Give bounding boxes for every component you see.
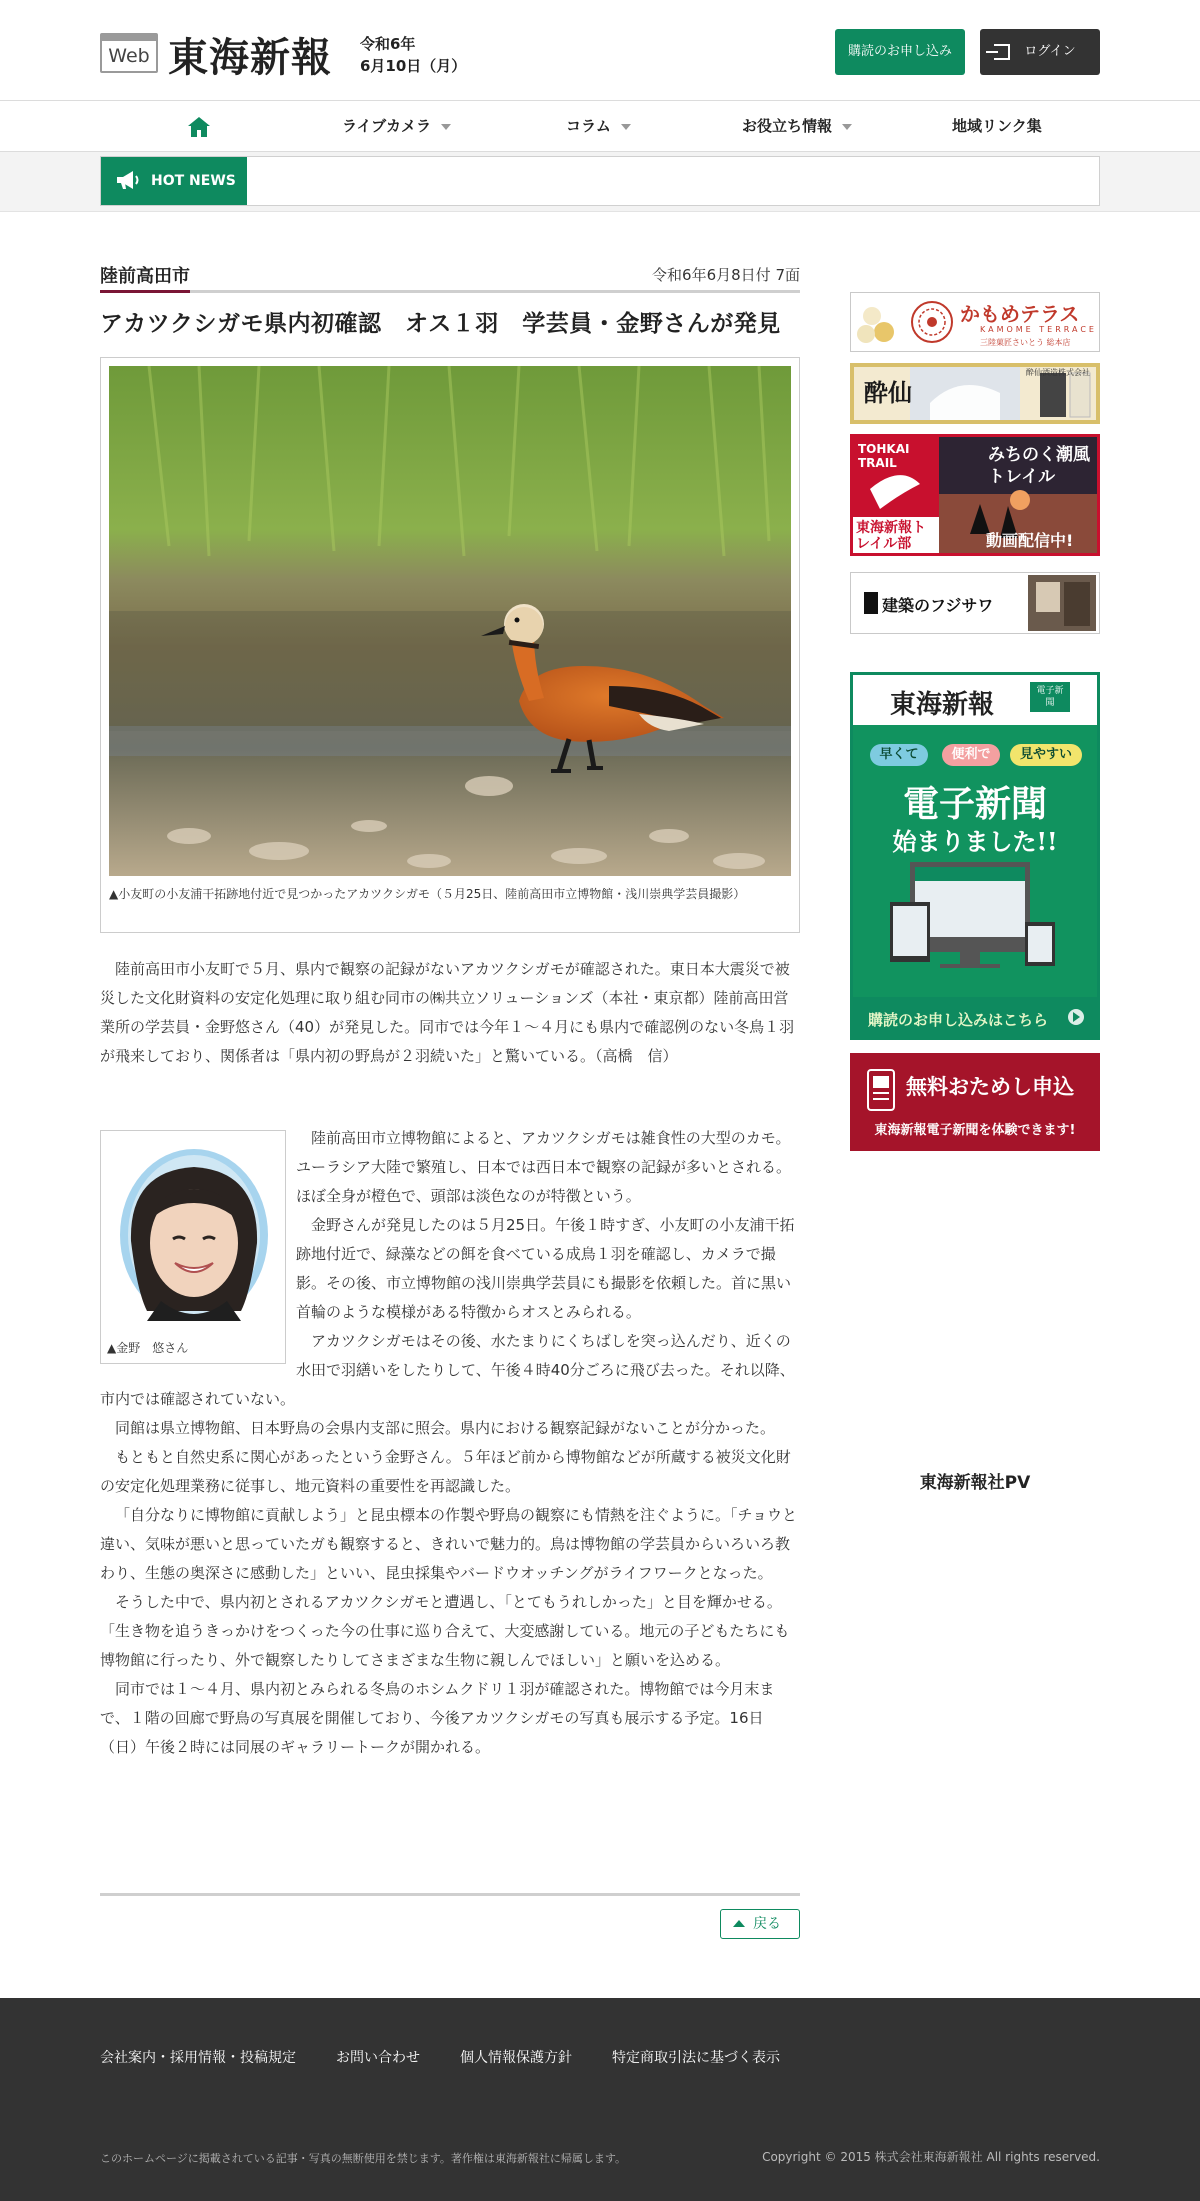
chevron-down-icon [441, 124, 451, 130]
site-logo[interactable]: 東海新報 [168, 34, 332, 81]
ad-digital-headline1: 電子新聞 [902, 783, 1047, 825]
ad-digital-logo: 東海新報 [890, 690, 995, 720]
hot-news-label [101, 157, 247, 205]
header-date-era: 令和6年 [360, 35, 416, 53]
arrow-up-icon [733, 1920, 745, 1927]
article-paragraph: 同市では１～４月、県内初とみられる冬鳥のホシムクドリ１羽が確認された。博物館では今月末まで、１階の回廊で野鳥の写真展を開催しており、今後アカツクシガモの写真も展示する予定。16日（日）午後２時には同展のギャラリートークが開かれる。 [100, 1680, 775, 1756]
ad-trail-club: 東海新報トレイル部 [856, 520, 926, 552]
article-paragraph: そうした中で、県内初とされるアカツクシガモと遭遇し、「とてもうれしかった」と目を輝かせる。「生き物を追うきっかけをつくった今の仕事に巡り合えて、大変感謝している。地元の子どもたちにも博物館に行ったり、外で観察したりしてさまざまな生物に親しんでほしい」と願いを込める。 [100, 1593, 790, 1669]
nav-label: コラム [566, 117, 611, 135]
article-lead: 陸前高田市小友町で５月、県内で観察の記録がないアカツクシガモが確認された。東日本大震災で被災した文化財資料の安定化処理に取り組む同市の㈱共立ソリューションズ（本社・東京都）陸前高田営業所の学芸員・金野悠さん（40）が発見した。同市では今年１～４月にも県内で確認例のない冬鳥１羽が飛来しており、関係者は「県内初の野鳥が２羽続いた」と驚いている。（高橋 信） [100, 960, 795, 1065]
portrait-frame [100, 1130, 286, 1364]
footer-link-commerce[interactable]: 特定商取引法に基づく表示 [612, 2050, 780, 2066]
photo-caption: ▲小友町の小友浦干拓跡地付近で見つかったアカツクシガモ（５月25日、陸前高田市立博物館・浅川崇典学芸員撮影） [109, 887, 746, 901]
ad-tohkai-trail[interactable] [850, 434, 1100, 556]
back-button[interactable] [720, 1909, 800, 1939]
header-date [360, 33, 466, 77]
footer-link-company[interactable]: 会社案内・採用情報・投稿規定 [100, 2050, 296, 2066]
ad-suisen[interactable] [850, 363, 1100, 424]
article-photo[interactable] [109, 366, 791, 876]
footer-note: このホームページに掲載されている記事・写真の無断使用を禁じます。著作権は東海新報社に帰属します。 [100, 2152, 627, 2165]
home-icon[interactable] [187, 115, 211, 139]
header-date-day: 6月10日（月） [360, 57, 467, 75]
nav-label: お役立ち情報 [742, 117, 833, 135]
back-label: 戻る [753, 1916, 781, 1932]
portrait-photo[interactable] [101, 1131, 287, 1335]
login-button[interactable] [980, 29, 1100, 75]
hot-news-bar [0, 152, 1200, 212]
hot-news-text: HOT NEWS [151, 173, 236, 189]
nav-item-links[interactable] [952, 101, 1042, 151]
article-paragraph: アカツクシガモはその後、水たまりにくちばしを突っ込んだり、近くの水田で羽繕いをしたりして、午後４時40分ごろに飛び去った。それ以降、市内では確認されていない。 [100, 1332, 795, 1408]
ad-suisen-sub: 酔仙酒造株式会社 [1026, 368, 1090, 377]
logo-web-badge[interactable]: Web [100, 33, 158, 73]
site-header [0, 0, 1200, 100]
ad-free-trial[interactable] [850, 1053, 1100, 1151]
ad-kamome-sub2: 三陸菓匠さいとう 総本店 [980, 338, 1071, 347]
article-end-divider [100, 1893, 800, 1896]
ad-trail-cta: 動画配信中! [986, 531, 1074, 550]
ad-digital-cta: 購読のお申し込みはこちら [868, 1011, 1049, 1029]
ad-digital-pill: 見やすい [1010, 744, 1082, 766]
hot-news-box [100, 156, 1100, 206]
ad-trial-sub: 東海新報電子新聞を体験できます! [874, 1123, 1076, 1138]
nav-label: ライブカメラ [342, 117, 431, 135]
article-paragraph: 同館は県立博物館、日本野鳥の会県内支部に照会。県内における観察記録がないことが分かった。 [115, 1419, 776, 1437]
article-paragraph: もともと自然史系に関心があったという金野さん。５年ほど前から博物館などが所蔵する被災文化財の安定化処理業務に従事し、地元資料の重要性を再認識した。 [100, 1448, 791, 1495]
ad-trial-title: 無料おためし申込 [906, 1075, 1074, 1099]
section-divider [100, 290, 800, 293]
chevron-down-icon [621, 124, 631, 130]
portrait-caption: ▲金野 悠さん [107, 1341, 189, 1355]
ad-digital-headline2: 始まりました!! [892, 827, 1058, 856]
subscribe-button[interactable]: 購読のお申し込み [835, 29, 965, 75]
ad-kamome-sub: KAMOME TERRACE [980, 325, 1097, 334]
article-photo-frame [100, 357, 800, 933]
chevron-down-icon [842, 124, 852, 130]
ad-trail-badge: TOHKAI TRAIL [858, 442, 910, 470]
megaphone-icon [115, 169, 141, 191]
site-footer [0, 1998, 1200, 2201]
ad-digital-pill: 早くて [870, 744, 928, 766]
ad-suisen-title: 酔仙 [864, 378, 912, 407]
nav-item-useful-info[interactable] [742, 101, 852, 151]
ad-kamome-terrace[interactable] [850, 292, 1100, 352]
nav-item-column[interactable] [566, 101, 631, 151]
main-nav [0, 100, 1200, 152]
article-paragraph: 陸前高田市立博物館によると、アカツクシガモは雑食性の大型のカモ。ユーラシア大陸で繁殖し、日本では西日本で観察の記録が多いとされる。ほぼ全身が橙色で、頭部は淡色なのが特徴という。 [296, 1129, 792, 1205]
footer-link-privacy[interactable]: 個人情報保護方針 [460, 2050, 572, 2066]
pv-title: 東海新報社PV [919, 1473, 1031, 1493]
ad-fujisawa-title: 建築のフジサワ [882, 596, 994, 615]
article-paragraph: 金野さんが発見したのは５月25日。午後１時すぎ、小友町の小友浦干拓跡地付近で、緑藻などの餌を食べている成鳥１羽を確認し、カメラで撮影。その後、市立博物館の浅川崇典学芸員にも撮影を依頼した。首に黒い首輪のような模様がある特徴からオスとみられる。 [296, 1216, 795, 1321]
ad-trail-title: みちのく潮風トレイル [988, 445, 1090, 487]
nav-item-live-camera[interactable] [342, 101, 451, 151]
login-icon [994, 44, 1010, 60]
ad-digital-tag: 電子新聞 [1030, 682, 1070, 712]
login-label: ログイン [1024, 44, 1076, 59]
article-headline: アカツクシガモ県内初確認 オス１羽 学芸員・金野さんが発見 [100, 311, 781, 337]
nav-label: 地域リンク集 [952, 117, 1042, 135]
footer-link-contact[interactable]: お問い合わせ [336, 2050, 420, 2066]
ad-digital-newspaper[interactable] [850, 672, 1100, 1040]
ad-digital-pill: 便利で [942, 744, 1000, 766]
article-pub-date: 令和6年6月8日付 7面 [652, 266, 800, 284]
footer-copyright: Copyright © 2015 株式会社東海新報社 All rights reserved. [762, 2150, 1100, 2164]
ad-fujisawa[interactable] [850, 572, 1100, 634]
article-section: 陸前高田市 [100, 266, 190, 287]
article-paragraph: 「自分なりに博物館に貢献しよう」と昆虫標本の作製や野鳥の観察にも情熱を注ぐように。「チョウと違い、気味が悪いと思っていたガも観察すると、きれいで魅力的。鳥は博物館の学芸員からいろいろ教わり、生態の奥深さに感動した」といい、昆虫採集やバードウオッチングがライフワークとなった。 [100, 1506, 798, 1582]
ad-kamome-title: かもめテラス [960, 302, 1080, 326]
